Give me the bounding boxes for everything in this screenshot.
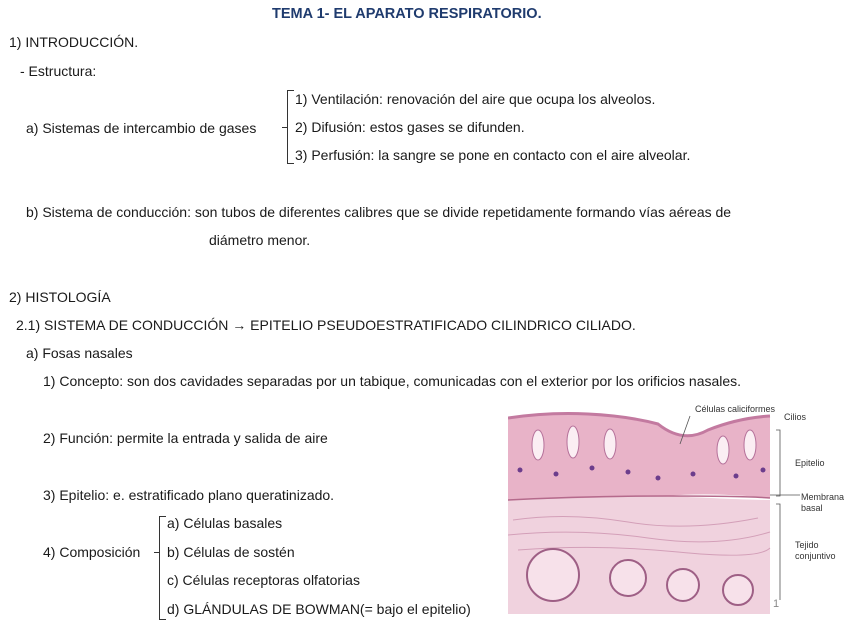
brace-intercambio (287, 90, 294, 164)
brace-composicion (159, 516, 166, 620)
label-conjuntivo: conjuntivo (795, 551, 836, 561)
label-membrana: Membrana (801, 492, 845, 502)
label-celulas-caliciformes: Células caliciformes (695, 404, 776, 414)
label-epitelio: Epitelio (795, 458, 825, 468)
brace-composicion-tip (154, 552, 159, 553)
label-tejido: Tejido (795, 540, 819, 550)
composicion-item-a: a) Células basales (167, 515, 283, 531)
intercambio-item-1: 1) Ventilación: renovación del aire que ocupa los alveolos. (295, 91, 656, 107)
fosas-nasales-label: a) Fosas nasales (26, 345, 133, 361)
intercambio-item-2: 2) Difusión: estos gases se difunden. (295, 119, 525, 135)
estructura-label: - Estructura: (20, 63, 97, 79)
funcion-text: 2) Función: permite la entrada y salida de aire (43, 430, 328, 446)
page-title: TEMA 1- EL APARATO RESPIRATORIO. (272, 6, 542, 22)
label-basal: basal (801, 503, 823, 513)
epitelio-text: 3) Epitelio: e. estratificado plano queratinizado. (43, 487, 335, 503)
composicion-item-c: c) Células receptoras olfatorias (167, 572, 360, 588)
intercambio-gases-label: a) Sistemas de intercambio de gases (26, 120, 257, 136)
intercambio-item-3: 3) Perfusión: la sangre se pone en contacto con el aire alveolar. (295, 147, 691, 163)
intro-heading: 1) INTRODUCCIÓN. (9, 34, 139, 50)
sistema-conduccion-heading: 2.1) SISTEMA DE CONDUCCIÓN → EPITELIO PSEUDOESTRATIFICADO CILINDRICO CILIADO. (16, 317, 636, 333)
concepto-text: 1) Concepto: son dos cavidades separadas por un tabique, comunicadas con el exterior por los orificios nasales. (43, 373, 742, 389)
composicion-item-d: d) GLÁNDULAS DE BOWMAN(= bajo el epitelio) (167, 601, 471, 617)
page-number: 1 (773, 598, 780, 610)
composicion-label: 4) Composición (43, 544, 141, 560)
label-cilios: Cilios (784, 412, 807, 422)
histology-micrograph (508, 400, 838, 614)
conduccion-line-2: diámetro menor. (209, 232, 311, 248)
brace-intercambio-tip (282, 127, 287, 128)
histology-figure (508, 400, 845, 614)
composicion-item-b: b) Células de sostén (167, 544, 295, 560)
conduccion-line-1: b) Sistema de conducción: son tubos de diferentes calibres que se divide repetidamente formando vías aéreas de (26, 204, 732, 220)
histologia-heading: 2) HISTOLOGÍA (9, 289, 111, 305)
